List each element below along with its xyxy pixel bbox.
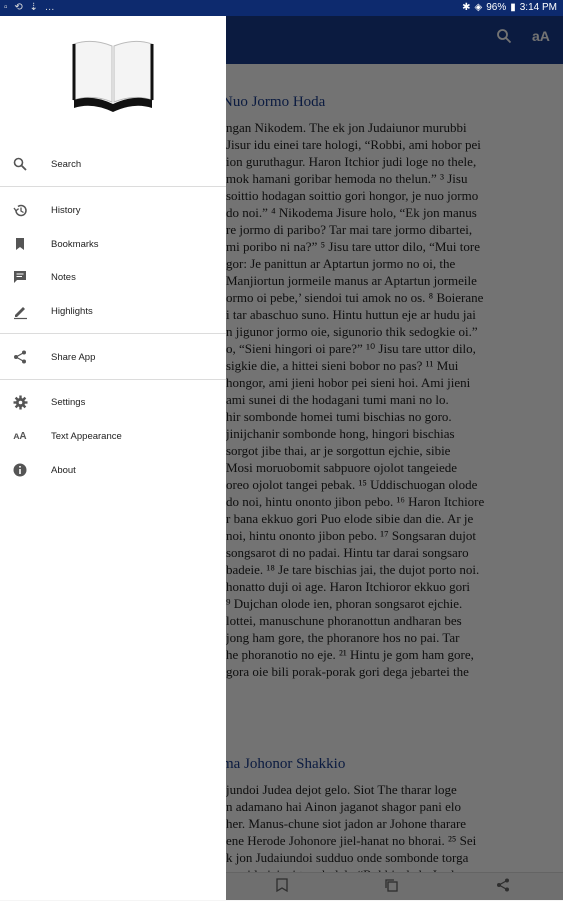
drawer-item-share-app[interactable] [0,340,226,374]
divider [0,333,226,334]
drawer-item-label: Notes [51,271,76,283]
notification-icons: ▫ ⟲ ⇣ … [4,2,57,13]
drawer-item-label: Bookmarks [51,238,99,250]
drawer-item-label: Highlights [51,305,93,317]
share-icon [11,348,29,366]
settings-icon [11,393,29,411]
drawer-item-label: Share App [51,351,96,363]
highlight-icon [11,302,29,320]
drawer-item-history[interactable] [0,193,226,227]
history-icon [11,201,29,219]
drawer-scrim[interactable] [226,16,563,900]
drawer-item-notes[interactable] [0,260,226,294]
search-icon [11,155,29,173]
drawer-item-about[interactable] [0,453,226,487]
drawer-item-settings[interactable] [0,385,226,419]
navigation-drawer [0,16,226,900]
drawer-item-bookmarks[interactable] [0,227,226,261]
drawer-item-label: Text Appearance [51,430,122,442]
drawer-item-label: Search [51,158,82,170]
open-book-icon [72,38,154,114]
drawer-item-search[interactable] [0,147,226,181]
bookmark-icon [11,235,29,253]
bluetooth-icon: ✱ [462,2,471,13]
wifi-icon: ◈ [474,2,483,13]
drawer-item-label: About [51,464,76,476]
text-appearance-icon: ᴀA [13,430,27,442]
notes-icon [11,268,29,286]
battery-level: 96% [486,2,507,13]
battery-icon: ▮ [510,2,516,13]
divider [0,186,226,187]
drawer-item-highlights[interactable] [0,294,226,328]
drawer-item-label: Settings [51,396,86,408]
status-right [462,2,557,13]
clock: 3:14 PM [519,2,557,13]
info-icon [11,461,29,479]
status-bar [0,0,563,16]
drawer-item-label: History [51,204,81,216]
divider [0,379,226,380]
drawer-item-text-appearance[interactable] [0,419,226,453]
